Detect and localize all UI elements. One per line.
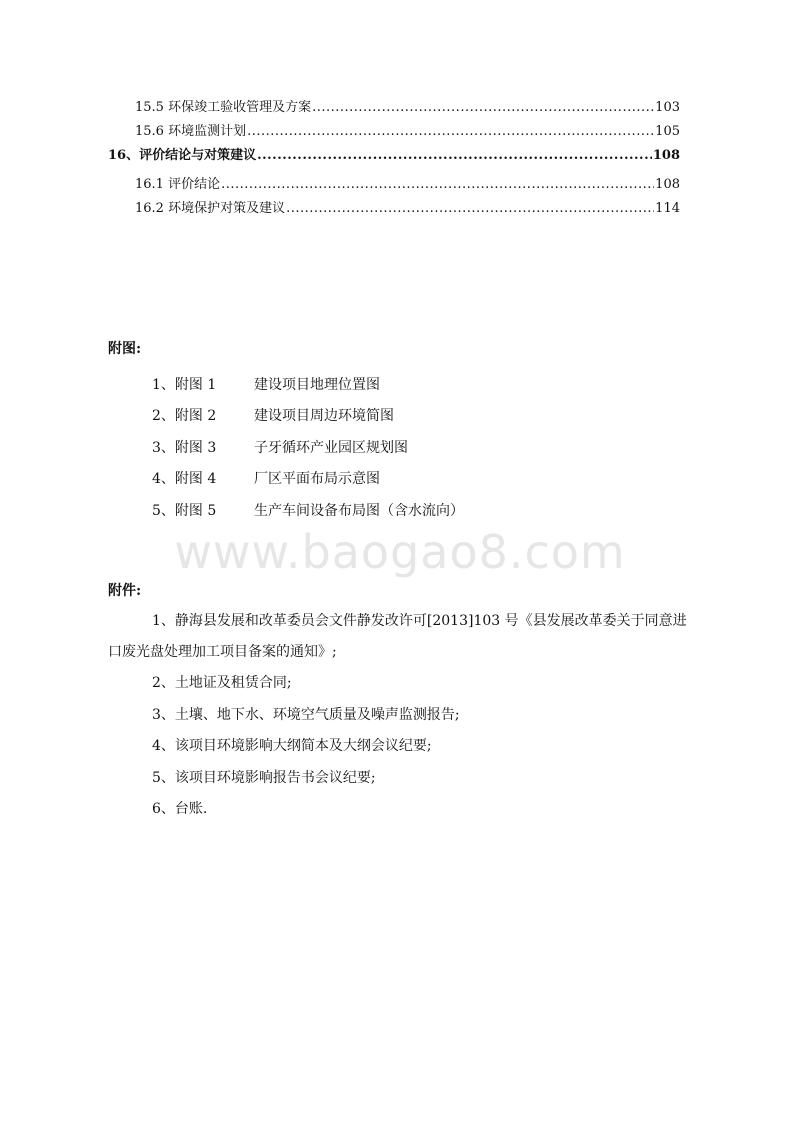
figures-list — [152, 368, 464, 526]
toc-entry-page: 108 — [655, 177, 680, 192]
figure-number: 2、附图 2 — [152, 408, 217, 425]
toc-leader-dots — [312, 100, 654, 115]
toc-entry-title: 16.1 评价结论 — [135, 177, 221, 192]
figure-number: 3、附图 3 — [152, 439, 217, 456]
figure-title: 生产车间设备布局图（含水流向） — [254, 502, 464, 519]
figure-item — [152, 368, 464, 400]
attachment-item: 1、静海县发展和改革委员会文件静发改许可[2013]103 号《县发展改革委关于同意进口废光盘处理加工项目备案的通知》; — [108, 613, 687, 660]
figure-title: 建设项目周边环境简图 — [254, 408, 394, 425]
figure-title: 子牙循环产业园区规划图 — [254, 439, 408, 456]
toc-leader-dots — [286, 201, 654, 216]
toc-entry-page: 114 — [655, 200, 680, 216]
figure-number: 5、附图 5 — [152, 502, 217, 519]
toc-leader-dots — [221, 177, 654, 192]
attachment-item: 6、台账. — [152, 801, 208, 817]
attachments-list — [108, 606, 688, 826]
toc-leader-dots — [247, 124, 654, 139]
figure-item — [152, 463, 464, 495]
toc-leader-dots — [257, 148, 652, 163]
toc-entry-page: 103 — [655, 100, 680, 115]
toc-entry[interactable] — [108, 96, 680, 120]
figures-heading: 附图: — [108, 341, 142, 357]
toc-entry[interactable] — [108, 197, 680, 221]
figure-item — [152, 400, 464, 432]
toc-entry-title: 16、评价结论与对策建议 — [108, 148, 257, 163]
toc-entry[interactable] — [108, 120, 680, 144]
figure-item — [152, 431, 464, 463]
toc-entry-title: 15.6 环境监测计划 — [135, 123, 247, 139]
figure-item — [152, 494, 464, 526]
attachment-item: 3、土壤、地下水、环境空气质量及噪声监测报告; — [152, 706, 460, 723]
attachment-item: 4、该项目环境影响大纲简本及大纲会议纪要; — [152, 738, 432, 754]
figure-number: 4、附图 4 — [152, 471, 217, 488]
toc-entry-title: 16.2 环境保护对策及建议 — [135, 200, 286, 216]
toc-entry-page: 105 — [655, 123, 680, 139]
toc-entry-title: 15.5 环保竣工验收管理及方案 — [135, 100, 312, 115]
toc-entry-page: 108 — [652, 148, 680, 163]
table-of-contents — [108, 96, 680, 220]
attachment-item: 5、该项目环境影响报告书会议纪要; — [152, 769, 376, 786]
attachments-heading: 附件: — [108, 583, 142, 599]
attachment-item: 2、土地证及租赁合同; — [152, 675, 292, 691]
figure-number: 1、附图 1 — [152, 376, 217, 393]
figure-title: 厂区平面布局示意图 — [254, 471, 380, 488]
toc-entry[interactable] — [108, 173, 680, 197]
figure-title: 建设项目地理位置图 — [254, 376, 380, 393]
watermark: www.baogao8.com — [174, 525, 626, 579]
toc-entry-chapter[interactable] — [108, 143, 680, 173]
